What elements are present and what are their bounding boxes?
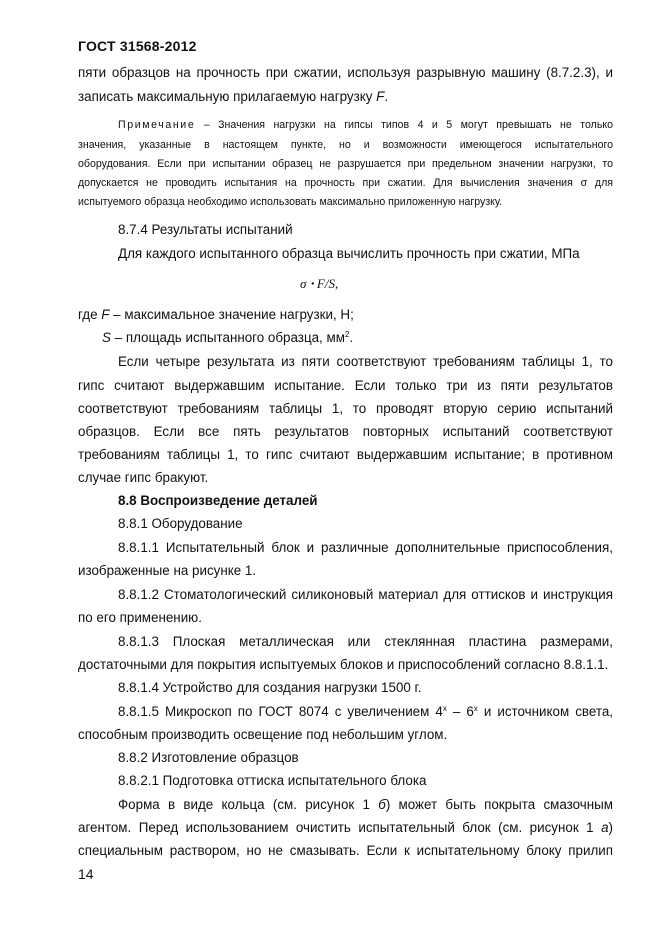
paragraph-line: 8.8.1.4 Устройство для создания нагрузки 1500 г. [118,680,422,695]
paragraph-line: по его применению. [78,610,202,625]
paragraph-line: изображенные на рисунке 1. [78,563,257,578]
paragraph-line: агентом. Перед использованием очистить испытательный блок (см. рисунок 1 а) [78,820,613,835]
paragraph-line: требованиям таблицы 1, то гипс считают выдержавшим испытание; в противном [78,447,613,462]
note-line: оборудования. Если при испытании образец не разрушается при предельном значении нагрузки, то [78,158,613,170]
where-F: где F – максимальное значение нагрузки, Н; [78,307,354,322]
paragraph-line: 8.8.1.2 Стоматологический силиконовый материал для оттисков и инструкция [118,587,613,602]
paragraph-line: Для каждого испытанного образца вычислить прочность при сжатии, МПа [118,246,580,261]
paragraph-line: пяти образцов на прочность при сжатии, используя разрывную машину (8.7.2.3), и [78,65,613,80]
paragraph-line: достаточными для покрытия испытуемых блоков и приспособлений согласно 8.8.1.1. [78,657,609,672]
paragraph-line: Форма в виде кольца (см. рисунок 1 б) может быть покрыта смазочным [118,797,613,812]
section-heading-8-8-2-1: 8.8.2.1 Подготовка оттиска испытательного блока [118,773,427,788]
paragraph-line: 8.8.1.1 Испытательный блок и различные дополнительные приспособления, [118,540,613,555]
paragraph-line: гипс считают выдержавшим испытание. Если только три из пяти результатов [78,378,613,393]
section-heading-8-8-2: 8.8.2 Изготовление образцов [118,750,299,765]
standard-header: ГОСТ 31568-2012 [78,38,197,54]
section-heading-8-7-4: 8.7.4 Результаты испытаний [118,222,293,237]
paragraph-line: способным производить освещение под небольшим углом. [78,727,448,742]
paragraph-line: Если четыре результата из пяти соответствуют требованиям таблицы 1, то [118,354,613,369]
note-line: испытуемого образца необходимо использовать максимально приложенную нагрузку. [78,196,503,208]
where-S: S – площадь испытанного образца, $мм^2$. [102,330,354,345]
page-number: 14 [78,866,94,882]
section-heading-8-8-1: 8.8.1 Оборудование [118,516,243,531]
note-line: Примечание – Значения нагрузки на гипсы типов 4 и 5 могут превышать не только [118,119,613,131]
formula: σ ꞏ F/S, [300,276,339,291]
note-line: значения, указанные в настоящем пункте, но и возможности имеющегося испытательного [78,139,613,151]
section-heading-8-8: 8.8 Воспроизведение деталей [118,493,318,508]
note-line: допускается не проводить испытания на прочность при сжатии. Для вычисления значения σ для [78,177,613,189]
paragraph-line: образцов. Если все пять результатов повторных испытаний соответствуют [78,424,613,439]
paragraph-line: записать максимальную прилагаемую нагрузку F. [78,89,389,104]
paragraph-line: специальным раствором, но не смазывать. Если к испытательному блоку прилип [78,843,613,858]
paragraph-line: 8.8.1.5 Микроскоп по ГОСТ 8074 с увеличением 4$^x$ – 6$^x$ и источником света, [118,704,614,719]
paragraph-line: 8.8.1.3 Плоская металлическая или стеклянная пластина размерами, [118,634,613,649]
paragraph-line: соответствуют требованиям таблицы 1, то проводят вторую серию испытаний [78,401,613,416]
note-label: Примечание [118,119,196,131]
paragraph-line: случае гипс бракуют. [78,470,209,485]
